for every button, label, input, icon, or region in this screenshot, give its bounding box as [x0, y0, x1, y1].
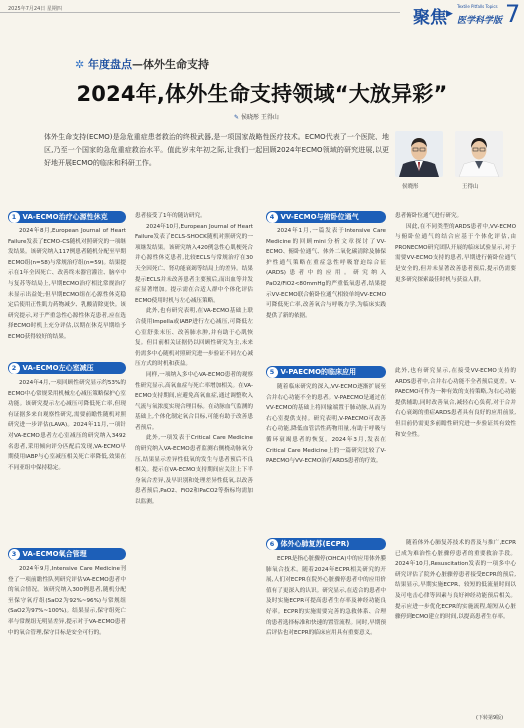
column-3-block-1 [266, 226, 386, 344]
section-heading-6 [266, 538, 386, 550]
column-1-block-1 [8, 226, 126, 350]
paragraph: 患者接受了1年的随访研究。 [135, 213, 206, 219]
section-heading-1 [8, 211, 126, 223]
section-title: 体外心肺复苏(ECPR) [280, 540, 350, 548]
section-arrow-icon: ▶ [446, 9, 453, 19]
paragraph: 随着体外心肺复苏技术的普及与推广,ECPR已成为难治性心脏骤停患者的重要救治手段。2024年10月,Resuscitation发表的一项多中心研究评估了院外心脏骤停患者接受ECPR的预后,结果显示,早期实施ECPR、较短的低流量时间以及可电击心律等因素与良好神经功能预后相关。提示应进一步优化ECPR的实施流程,缩短从心脏骤停到ECMO建立的时间,以提高患者生存率。 [395, 540, 516, 621]
column-4-block-1 [395, 211, 516, 361]
section-name: 聚焦 [413, 8, 447, 28]
paragraph: 此外,一项发表于Critical Care Medicine的研究纳入VA-ECMO患者监测右侧桡动脉氧分压,结果显示差异性低氧的发生与患者预后不良相关。提示在VA-ECMO支持期间应关注上下半身氧合差异,及早识别和处理差异性低氧,以改善患者预后,PaO2、FiO2和PaCO2等指标均需加以监测。 [135, 435, 253, 506]
column-3-block-2 [266, 382, 386, 524]
section-number: 5 [267, 367, 278, 378]
intro-paragraph: 体外生命支持(ECMO)是急危重症患者救治的终极武器,是一项国家战略性医疗技术。ECMO代表了一个医院、地区,乃至一个国家的急危重症救治水平。值此岁末年初之际,让我们一起回顾2024年ECMO领域的研究进展,以更好地开展ECMO的临床和科研工作。 [44, 133, 389, 168]
column-1-block-2 [8, 378, 126, 540]
author-photo-2 [455, 131, 503, 177]
section-number: 4 [267, 212, 278, 223]
section-title: VA-ECMO左心室减压 [22, 364, 94, 372]
column-4-block-2 [395, 366, 516, 530]
column-3-block-3 [266, 554, 386, 724]
section-title: VA-ECMO治疗心源性休克 [22, 213, 108, 221]
paragraph: 同样,一项纳入多中心VA-ECMO患者的观察性研究显示,高氧血症与死亡率增加相关。在VA-ECMO支持期间,应避免高氧血症,通过调整吹入气流与氧浓度实现合理目标。在动脉血气监测的基础上,个体化制定氧合目标,可能有助于改善患者预后。 [135, 371, 253, 431]
column-4-block-3 [395, 538, 516, 714]
section-number: 1 [9, 212, 20, 223]
paragraph: 2024年10月,European Journal of Heart Failure发表了ECLS-SHOCK随机对照研究的一项继发结果。该研究纳入420例急性心肌梗死合并心源性休克患者,比较ECLS与常规治疗在30天全因死亡、肾功能衰竭等结局上的差异。结果提示ECLS并未改善患者主要预后,而出血等并发症显著增加。提示需在合适人群中个体化评估ECMO使用时机与左心减压策略。 [135, 223, 253, 304]
section-title: VA-ECMO氧合管理 [22, 550, 87, 558]
section-subtitle: Textile Pitfalls Topics [457, 4, 498, 9]
paragraph: 2024年4月,一项回顾性研究显示约53%的ECMO中心常规采用机械左心减压策略保护心室功能。该研究提示左心减压可降低死亡率,但现有证据多来自观察性研究,需要前瞻性随机对照研究进一步评估(LAVA)。2024年11月,一项针对VA-ECMO患者左心室减压的研究纳入3492名患者,采用倾向评分匹配后发现,VA-ECMO早期使用IABP与心室减压相关死亡率降低,效果在不同亚组中保持稳定。 [8, 380, 126, 471]
page-title: 2024年,体外生命支持领域“大放异彩” [76, 82, 448, 106]
column-name: 医学科学版 [457, 16, 503, 26]
kicker-topic: —体外生命支持 [132, 58, 210, 71]
section-heading-3 [8, 548, 126, 560]
section-number: 3 [9, 549, 20, 560]
issue-date: 2025年7月24日 星期四 [8, 6, 62, 12]
byline [234, 112, 279, 121]
section-heading-2 [8, 362, 126, 374]
page-number: 7 [505, 0, 521, 28]
continued-note: (下转第9版) [476, 715, 504, 721]
section-heading-5 [266, 366, 386, 378]
paragraph: ECPR是指心脏骤停(OHCA)中的应用体外膜肺氧合技术。随着2024年ECPR相关研究的开展,人们对ECPR在院外心脏骤停患者中的应用价值有了更深入的认识。研究显示,在适合的患者中及时实施ECPR可提高患者生存率及神经功能良好率。ECPR的实施需要完善的急救体系、合理的患者选择标准和快速的置管流程。同时,早期预后评估也对ECPR的临床应用具有重要意义。 [266, 556, 386, 637]
section-number: 2 [9, 363, 20, 374]
section-title: VV-ECMO与俯卧位通气 [280, 213, 359, 221]
paragraph: 随着临床研究的深入,VV-ECMO逐渐扩展至合并右心功能不全的患者。V-PAECMO是通过在VV-ECMO的基础上将回输端置于肺动脉,从而为右心室提供支持。研究表明,V-PAECMO可改善右心功能,降低血管活性药物用量,有助于呼吸与循环衰竭患者的恢复。2024年3月,发表在Critical Care Medicine上的一篇研究比较了V-PAECMO与VV-ECMO治疗ARDS患者的疗效。 [266, 384, 386, 465]
section-number: 6 [267, 539, 278, 550]
kicker-label: 年度盘点 [88, 58, 133, 71]
section-title: V-PAECMO的临床应用 [280, 368, 357, 376]
photo-caption-1: 侯晓彤 [402, 184, 419, 190]
paragraph: 2024年8月,European Journal of Heart Failure发表了ECMO-CS随机对照研究的一项继发结果。该研究纳入117例患者随机分配至早期ECMO组(n=58)与常规治疗组(n=59)。结果提示在1年全因死亡、改善终末器官灌注、脑卒中与复苏等结局上,早期ECMO治疗相比常规治疗未显示出益处;但早期ECMO组在心源性休克稳定后使用正性肌力药物减少、乳酸清除更快。该研究提示,对于严重急性心源性休克患者,应在选择ECMO时机上充分评估,以期在休克早期给予ECMO获得较好的结果。 [8, 228, 126, 340]
paragraph: 患者俯卧位通气进行研究。 [395, 213, 463, 219]
article-kicker [75, 56, 209, 72]
pen-icon: ✎ [234, 114, 241, 121]
photo-caption-2: 王得山 [462, 184, 479, 190]
paragraph: 此外,也有研究表明,在VA-ECMO基础上联合使用Impella或IABP进行左心减压,可降低左心室舒张末压、改善肺水肿,并有助于心肌恢复。但目前相关证据仍以回顾性研究为主,未来仍需多中心随机对照研究进一步验证不同左心减压方式的时机和获益。 [135, 308, 253, 368]
author-photo-1 [395, 131, 443, 177]
paragraph: 此外,也有研究显示,在接受VV-ECMO支持的ARDS患者中,合并右心功能不全者预后更差。V-PAECMO可作为一种有效的支持策略,为右心功能提供辅助,同时改善氧合,减轻右心负荷,对于合并右心衰竭的重症ARDS患者具有良好的应用前景,但目前仍需更多前瞻性研究进一步验证其有效性和安全性。 [395, 368, 516, 438]
paragraph: 2024年1月,一篇发表于Intensive Care Medicine的回顾mini分析文章探讨了VV-ECMO、俯卧位通气、体外二氧化碳清除及肺保护性通气策略在重症急性呼吸窘迫综合征(ARDS)患者中的应用。研究纳入PaO2/FiO2<80mmHg的严重低氧患者,结果提示VV-ECMO联合俯卧位通气相较单纯VV-ECMO可降低死亡率,改善氧合与呼吸力学,为临床实践提供了新的依据。 [266, 228, 386, 319]
kicker-star-icon: ✲ [75, 58, 89, 71]
column-1-block-3 [8, 564, 126, 724]
column-2 [135, 211, 253, 723]
paragraph: 因此,在不同类型的ARDS患者中,VV-ECMO与俯卧位通气的结合应基于个体化评估,由PRONECMO研究团队开展的临床试验显示,对于需要VV-ECMO支持的患者,早期进行俯卧位通气是安全的,但并未显著改善患者预后,提示仍需要更多研究探索最佳时机与获益人群。 [395, 223, 516, 283]
header-rule [0, 12, 400, 13]
paragraph: 2024年9月,Intensive Care Medicine刊登了一项前瞻性队列研究评估VA-ECMO患者中的氧合情况。该研究纳入300例患者,随机分配至保守氧疗组(SaO2为92%~96%)与常规组(SaO2为97%~100%)。结果显示,保守组死亡率与常规组无明显差异,提示对于VA-ECMO患者中的氧合管理,保守目标是安全可行的。 [8, 566, 126, 636]
page-header [0, 0, 524, 40]
byline-authors: 侯晓彤 王得山 [240, 114, 279, 121]
section-heading-4 [266, 211, 386, 223]
